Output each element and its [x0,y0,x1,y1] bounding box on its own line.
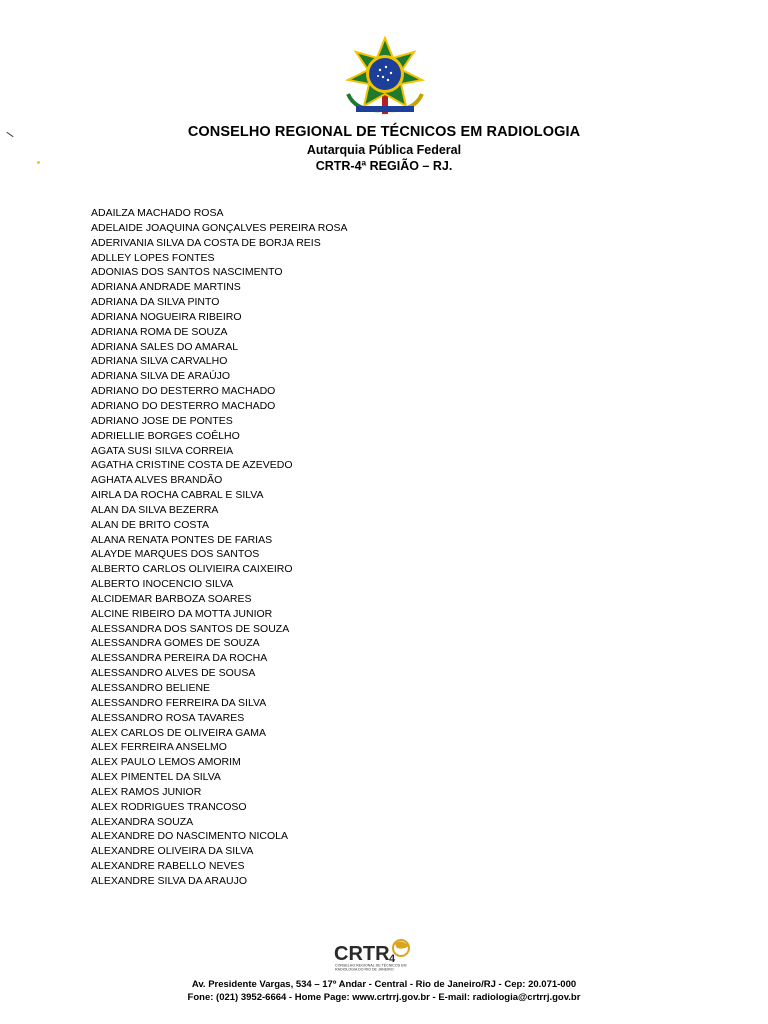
list-item: ALEX FERREIRA ANSELMO [91,741,227,754]
list-item: ADRIANA DA SILVA PINTO [91,296,220,309]
list-item: ADRIANA NOGUEIRA RIBEIRO [91,310,242,323]
list-item: ALCINE RIBEIRO DA MOTTA JUNIOR [91,607,273,620]
list-item: ADRIANO DO DESTERRO MACHADO [91,385,276,398]
list-item: ALESSANDRA DOS SANTOS DE SOUZA [91,622,290,635]
list-item: ALESSANDRO FERREIRA DA SILVA [91,696,267,709]
list-item: ALESSANDRA PEREIRA DA ROCHA [91,652,268,665]
list-item: ADRIANA ROMA DE SOUZA [91,325,228,338]
list-item: ALESSANDRA GOMES DE SOUZA [91,637,260,650]
list-item: ALEX RAMOS JUNIOR [91,785,202,798]
list-item: ALEXANDRE DO NASCIMENTO NICOLA [91,830,289,843]
logo-text: CRTR [334,943,390,965]
logo-number: 4 [389,953,396,965]
list-item: ALEX CARLOS DE OLIVEIRA GAMA [91,726,267,739]
list-item: AGHATA ALVES BRANDÃO [91,474,223,487]
council-region: CRTR-4ª REGIÃO – RJ. [315,159,453,173]
list-item: ADRIANO JOSE DE PONTES [91,414,233,427]
list-item: ALAN DE BRITO COSTA [91,518,210,531]
list-item: ALEXANDRE OLIVEIRA DA SILVA [91,845,254,858]
logo-tagline-2: RADIOLOGIA DO RIO DE JANEIRO [335,967,394,972]
crtr4-logo [333,938,417,972]
list-item: ADRIANA SILVA CARVALHO [91,355,228,368]
list-item: ALCIDEMAR BARBOZA SOARES [91,592,252,605]
list-item: ALBERTO CARLOS OLIVIEIRA CAIXEIRO [91,563,293,576]
footer-address: Av. Presidente Vargas, 534 – 17º Andar - Central - Rio de Janeiro/RJ - Cep: 20.071-000 [191,979,577,990]
list-item: ALESSANDRO ROSA TAVARES [91,711,245,724]
list-item: ALEX PAULO LEMOS AMORIM [91,756,241,769]
list-item: ADRIELLIE BORGES COÊLHO [91,429,240,442]
list-item: ADRIANA SALES DO AMARAL [91,340,239,353]
names-list [91,206,348,889]
list-item: ADRIANA ANDRADE MARTINS [91,281,241,294]
list-item: ALEXANDRA SOUZA [91,815,194,828]
list-item: AGATHA CRISTINE COSTA DE AZEVEDO [91,459,293,472]
list-item: ADLLEY LOPES FONTES [91,251,215,264]
council-subtitle: Autarquia Pública Federal [306,143,462,157]
list-item: ALAYDE MARQUES DOS SANTOS [91,548,260,561]
document-header [0,123,768,174]
list-item: ADAILZA MACHADO ROSA [91,207,224,219]
logo-tagline-1: CONSELHO REGIONAL DE TÉCNICOS EM [335,963,407,968]
coat-of-arms-emblem [342,36,428,118]
list-item: ALEX RODRIGUES TRANCOSO [91,800,247,813]
list-item: ALESSANDRO ALVES DE SOUSA [91,667,256,680]
list-item: ADERIVANIA SILVA DA COSTA DE BORJA REIS [91,236,321,249]
list-item: AGATA SUSI SILVA CORREIA [91,444,234,457]
council-title: CONSELHO REGIONAL DE TÉCNICOS EM RADIOLOGIA [187,124,581,140]
list-item: ALEXANDRE SILVA DA ARAUJO [91,874,248,887]
list-item: ALANA RENATA PONTES DE FARIAS [91,533,273,546]
list-item: ADONIAS DOS SANTOS NASCIMENTO [91,266,283,279]
document-footer [0,978,768,1004]
list-item: ALESSANDRO BELIENE [91,682,211,694]
list-item: AIRLA DA ROCHA CABRAL E SILVA [91,489,264,502]
list-item: ADELAIDE JOAQUINA GONÇALVES PEREIRA ROSA [91,221,348,234]
list-item: ALEXANDRE RABELLO NEVES [91,860,245,873]
list-item: ADRIANA SILVA DE ARAÚJO [91,370,231,383]
list-item: ALAN DA SILVA BEZERRA [91,503,219,516]
footer-contact: Fone: (021) 3952-6664 - Home Page: www.crtrrj.gov.br - E-mail: radiologia@crtrrj.gov.br [187,992,581,1003]
list-item: ALBERTO INOCENCIO SILVA [91,578,234,591]
list-item: ALEX PIMENTEL DA SILVA [91,771,221,784]
list-item: ADRIANO DO DESTERRO MACHADO [91,399,276,412]
